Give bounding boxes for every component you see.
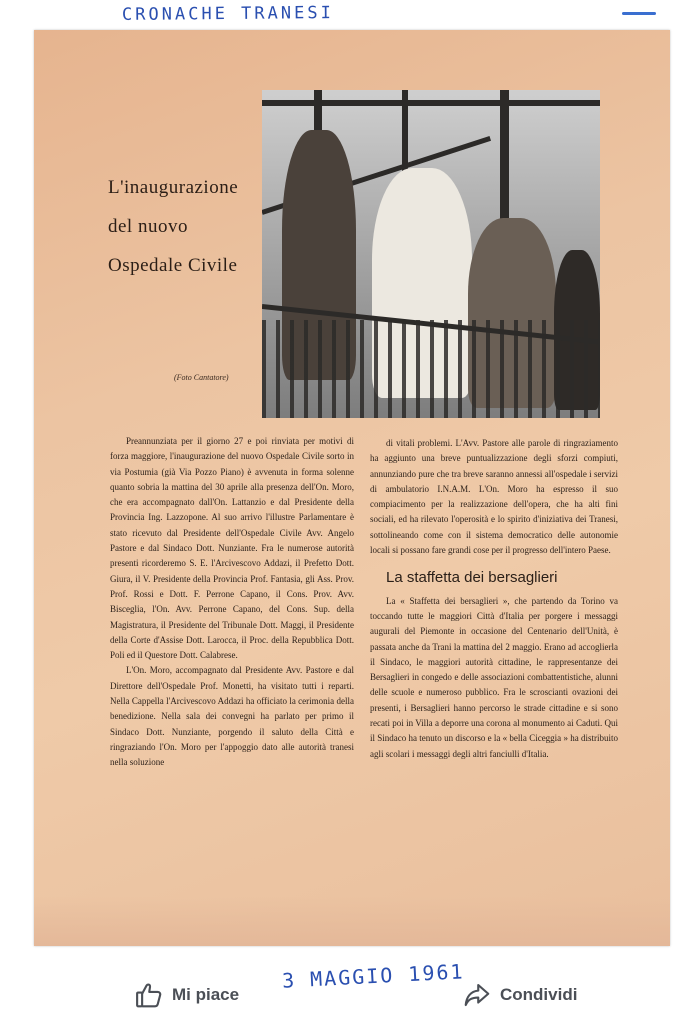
photo-railing	[262, 320, 600, 418]
article-paragraph: La « Staffetta dei bersaglieri », che partendo da Torino va toccando tutte le maggiori Città d'Italia per porgere i messaggi augurali del Piemonte in occasione del Centenario dell'Unità, è passata anche da Trani la mattina del 2 maggio. Erano ad accoglierla il Sindaco, le maggiori autorità cittadine, le rappresentanze dei Bersaglieri in congedo e delle associazioni combattentistiche, alunni delle scuole e numeroso pubblico. Fra le scroscianti ovazioni dei presenti, i Bersaglieri hanno percorso le strade cittadine e si sono recati poi in Villa a deporre una corona al monumento ai Caduti. Qui il Sindaco ha tenuto un discorso e la « bella Ciceggia » ha distribuito agli scolari i messaggi degli altri fanciulli d'Italia.	[370, 595, 618, 759]
article-paragraph: di vitali problemi. L'Avv. Pastore alle parole di ringraziamento ha aggiunto una breve puntualizzazione degli sforzi compiuti, annunziando pure che tra breve saranno annessi all'ospedale i servizi di ambulatorio I.N.A.M. L'On. Moro ha espresso il suo compiacimento per la realizzazione dell'opera, che ha alti fini sociali, ed ha rilevato l'operosità e lo spirito d'iniziativa dei Tranesi, sottolineando come con il sistema democratico delle autonomie locali si possano fare grandi cose per il progresso dell'intero Paese.	[370, 438, 618, 556]
headline-line: del nuovo	[108, 216, 188, 237]
article-paragraph: L'On. Moro, accompagnato dal Presidente Avv. Pastore e dal Direttore dell'Ospedale Prof. Monetti, ha visitato tutti i reparti. Nella Cappella l'Arcivescovo Addazi ha officiato la cerimonia della benedizione. Nella sala dei convegni ha parlato per primo il Sindaco Dott. Nunziante, porgendo il saluto della Città e ringraziando l'On. Moro per l'appoggio dato alle autorità tranesi nella soluzione	[110, 665, 354, 768]
menu-dash-icon[interactable]	[622, 12, 656, 15]
newspaper-clipping	[34, 30, 670, 946]
photo-credit: (Foto Cantatore)	[174, 373, 229, 382]
headline-line: Ospedale Civile	[108, 255, 238, 276]
article-paragraph: Preannunziata per il giorno 27 e poi rinviata per motivi di forza maggiore, l'inaugurazione del nuovo Ospedale Civile sorto in via Postumia (già Via Pozzo Piano) è avvenuta in forma solenne quanto sobria la mattina del 30 aprile alla presenza dell'On. Moro, che era accompagnato dall'On. Lattanzio e dal Presidente della Provincia Ing. Lazzopone. Al suo arrivo l'illustre Parlamentare è stato ricevuto dal Presidente dell'Ospedale Civile Avv. Angelo Pastore e dal Sindaco Dott. Nunziante. Fra le numerose autorità presenti ricorderemo S. E. l'Arcivescovo Addazi, il Prefetto Dott. Giura, il V. Presidente della Provincia Prof. Fantasia, gli Ass. Prov. Prof. Rossi e Dott. F. Perrone Capano, il Cons. Prov. Avv. Bisceglia, l'On. Avv. Perrone Capano, del Cons. Sup. della Magistratura, il Presidente del Tribunale Dott. Maggi, il Presidente della Corte d'Assise Dott. Larocca, il Proc. della Repubblica Dott. Poli ed il Questore Dott. Calabrese.	[110, 436, 354, 661]
share-label: Condividi	[500, 985, 578, 1004]
article-column-left	[110, 434, 354, 771]
photo-beam	[262, 100, 600, 106]
share-button[interactable]	[462, 980, 577, 1010]
handwritten-date: 3 MAGGIO 1961	[281, 959, 466, 993]
like-button[interactable]	[134, 980, 239, 1010]
article-headline	[108, 168, 258, 285]
share-arrow-icon	[462, 980, 492, 1010]
thumbs-up-icon	[134, 980, 164, 1010]
section-subheading: La staffetta dei bersaglieri	[386, 569, 558, 587]
handwritten-header: CRONACHE TRANESI	[121, 3, 334, 25]
article-column-right	[370, 436, 618, 762]
like-label: Mi piace	[172, 985, 240, 1004]
headline-line: L'inaugurazione	[108, 177, 239, 198]
inauguration-photo	[262, 90, 600, 418]
